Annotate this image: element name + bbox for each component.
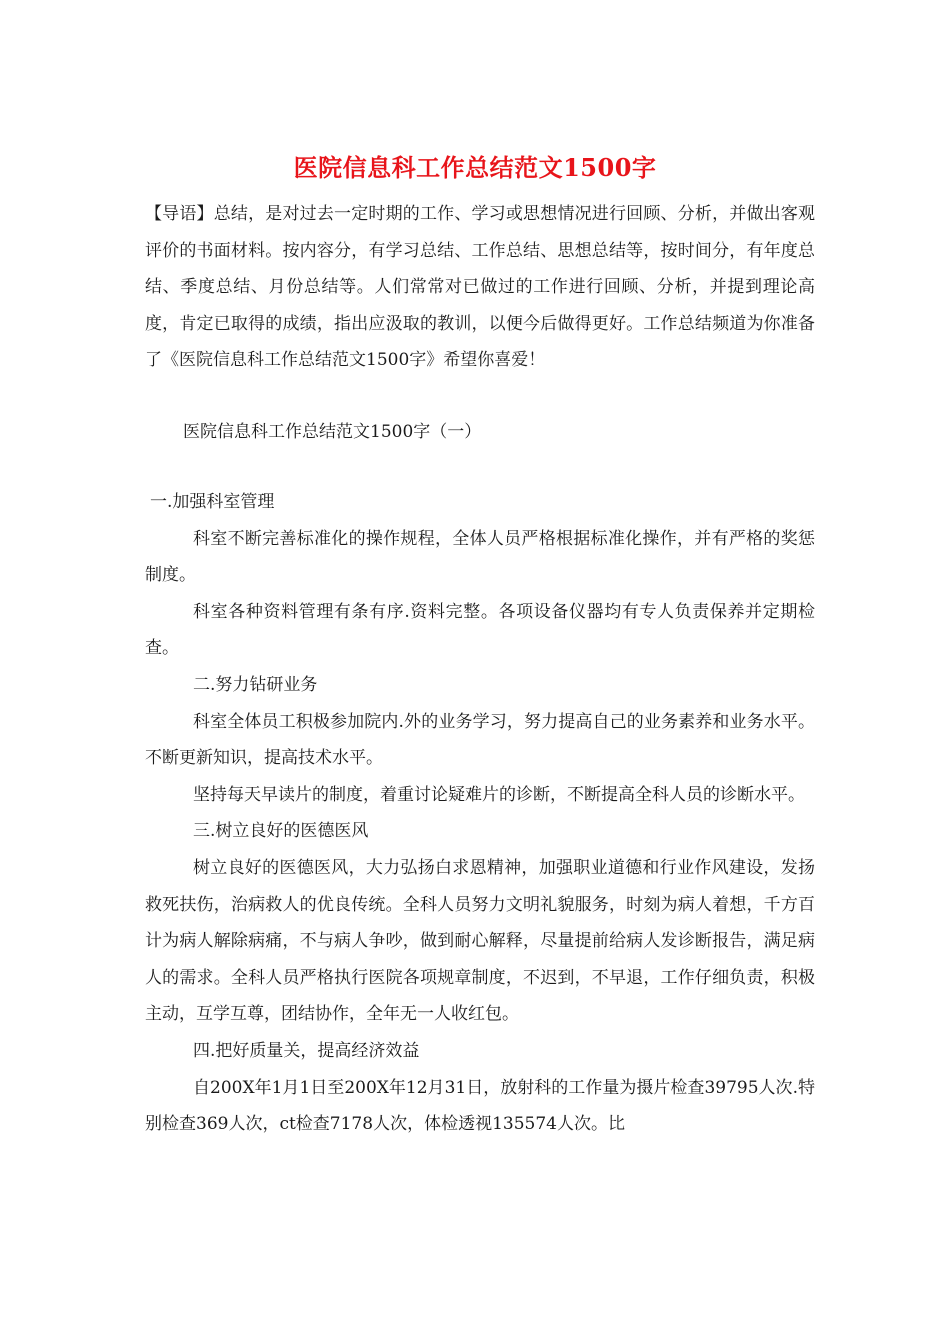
body-paragraph: 树立良好的医德医风，大力弘扬白求恩精神，加强职业道德和行业作风建设，发扬救死扶伤，治病救人的优良传统。全科人员努力文明礼貌服务，时刻为病人着想，千方百计为病人解除病痛，不与病人争吵，做到耐心解释，尽量提前给病人发诊断报告，满足病人的需求。全科人员严格执行医院各项规章制度，不迟到，不早退，工作仔细负责，积极主动，互学互尊，团结协作，全年无一人收红包。 (145, 857, 815, 1025)
body-paragraph: 坚持每天早读片的制度，着重讨论疑难片的诊断，不断提高全科人员的诊断水平。 (193, 784, 805, 805)
body-paragraph: 自200X年1月1日至200X年12月31日，放射科的工作量为摄片检查39795人次.特别检查369人次，ct检查7178人次，体检透视135574人次。比 (145, 1077, 815, 1135)
section-heading: 三.树立良好的医德医风 (193, 821, 369, 842)
intro-paragraph: 【导语】总结，是对过去一定时期的工作、学习或思想情况进行回顾、分析，并做出客观评价的书面材料。按内容分，有学习总结、工作总结、思想总结等，按时间分，有年度总结、季度总结、月份总结等。人们常常对已做过的工作进行回顾、分析，并提到理论高度，肯定已取得的成绩，指出应汲取的教训，以便今后做得更好。工作总结频道为你准备了《医院信息科工作总结范文1500字》希望你喜爱！ (145, 204, 815, 371)
section-heading: 二.努力钻研业务 (193, 674, 318, 695)
body-paragraph: 科室不断完善标准化的操作规程，全体人员严格根据标准化操作，并有严格的奖惩制度。 (145, 528, 815, 586)
document-title: 医院信息科工作总结范文1500字 (293, 153, 657, 182)
document-subtitle: 医院信息科工作总结范文1500字（一） (183, 422, 482, 442)
body-paragraph: 科室各种资料管理有条有序.资料完整。各项设备仪器均有专人负责保养并定期检查。 (145, 601, 815, 659)
section-heading: 一.加强科室管理 (150, 492, 275, 512)
body-paragraph: 科室全体员工积极参加院内.外的业务学习，努力提高自己的业务素养和业务水平。不断更新知识，提高技术水平。 (145, 711, 815, 769)
document-body (145, 484, 815, 1143)
section-heading: 四.把好质量关，提高经济效益 (193, 1040, 420, 1061)
